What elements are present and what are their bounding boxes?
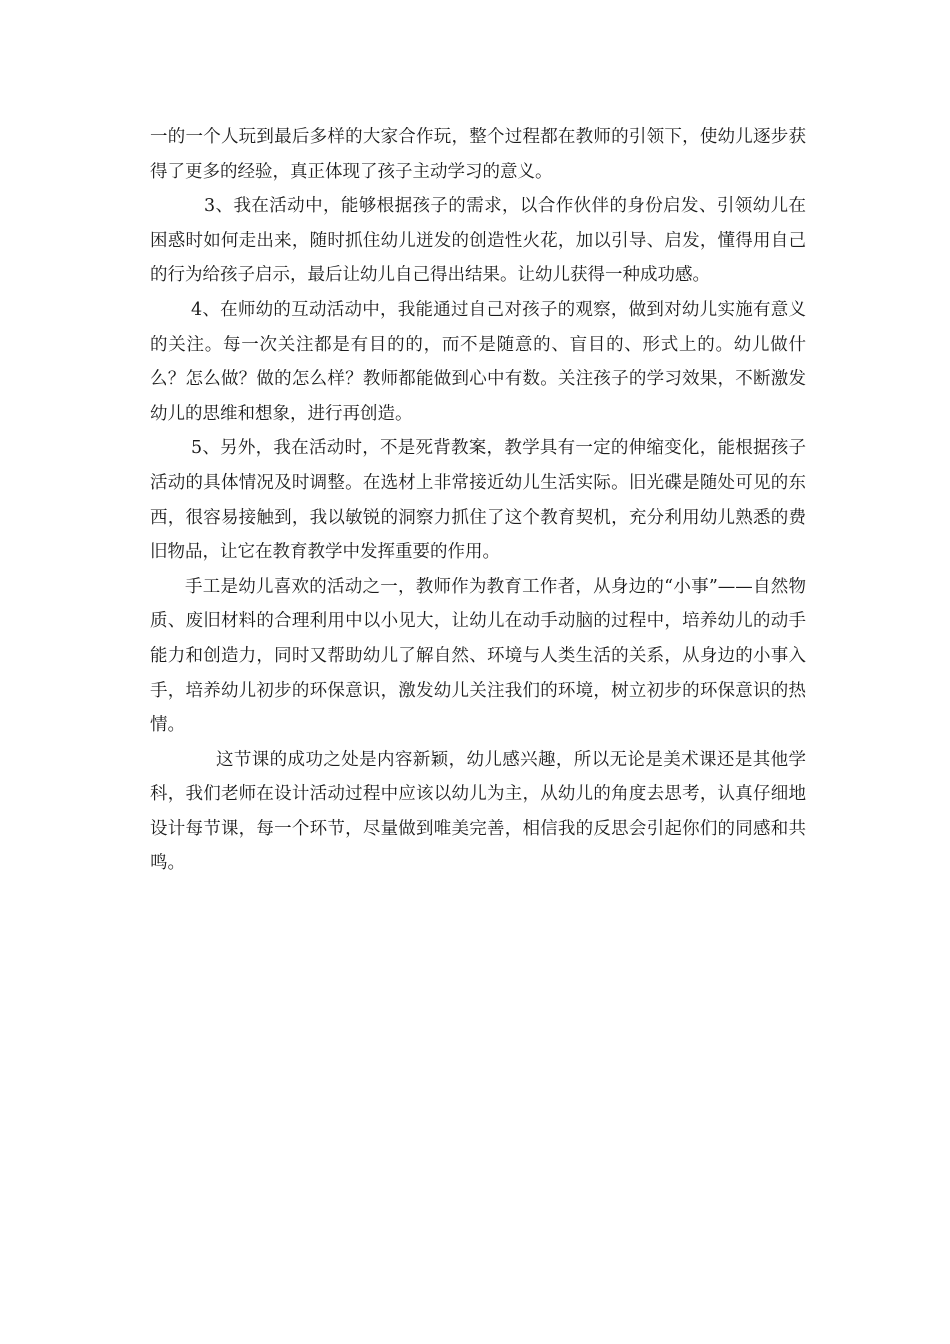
- paragraph-point-3: 3、我在活动中，能够根据孩子的需求，以合作伙伴的身份启发、引领幼儿在困惑时如何走出来，随时抓住幼儿迸发的创造性火花，加以引导、启发，懂得用自己的行为给孩子启示，最后让幼儿自己得出结果。让幼儿获得一种成功感。: [150, 196, 806, 286]
- paragraph-conclusion: 这节课的成功之处是内容新颖，幼儿感兴趣，所以无论是美术课还是其他学科，我们老师在设计活动过程中应该以幼儿为主，从幼儿的角度去思考，认真仔细地设计每节课，每一个环节，尽量做到唯美完善，相信我的反思会引起你们的同感和共鸣。: [150, 749, 806, 874]
- paragraph-continuation: 一的一个人玩到最后多样的大家合作玩，整个过程都在教师的引领下，使幼儿逐步获得了更多的经验，真正体现了孩子主动学习的意义。: [150, 127, 806, 182]
- paragraph-point-4: 4、在师幼的互动活动中，我能通过自己对孩子的观察，做到对幼儿实施有意义的关注。每一次关注都是有目的的，而不是随意的、盲目的、形式上的。幼儿做什么？怎么做？做的怎么样？教师都能做到心中有数。关注孩子的学习效果，不断激发幼儿的思维和想象，进行再创造。: [150, 299, 806, 424]
- paragraph-handcraft: 手工是幼儿喜欢的活动之一，教师作为教育工作者，从身边的“小事”——自然物质、废旧材料的合理利用中以小见大，让幼儿在动手动脑的过程中，培养幼儿的动手能力和创造力，同时又帮助幼儿了解自然、环境与人类生活的关系，从身边的小事入手，培养幼儿初步的环保意识，激发幼儿关注我们的环境，树立初步的环保意识的热情。: [150, 576, 806, 736]
- paragraph-point-5: 5、另外，我在活动时，不是死背教案，教学具有一定的伸缩变化，能根据孩子活动的具体情况及时调整。在选材上非常接近幼儿生活实际。旧光碟是随处可见的东西，很容易接触到，我以敏锐的洞察力抓住了这个教育契机，充分利用幼儿熟悉的费旧物品，让它在教育教学中发挥重要的作用。: [150, 438, 806, 563]
- document-body: [150, 120, 806, 881]
